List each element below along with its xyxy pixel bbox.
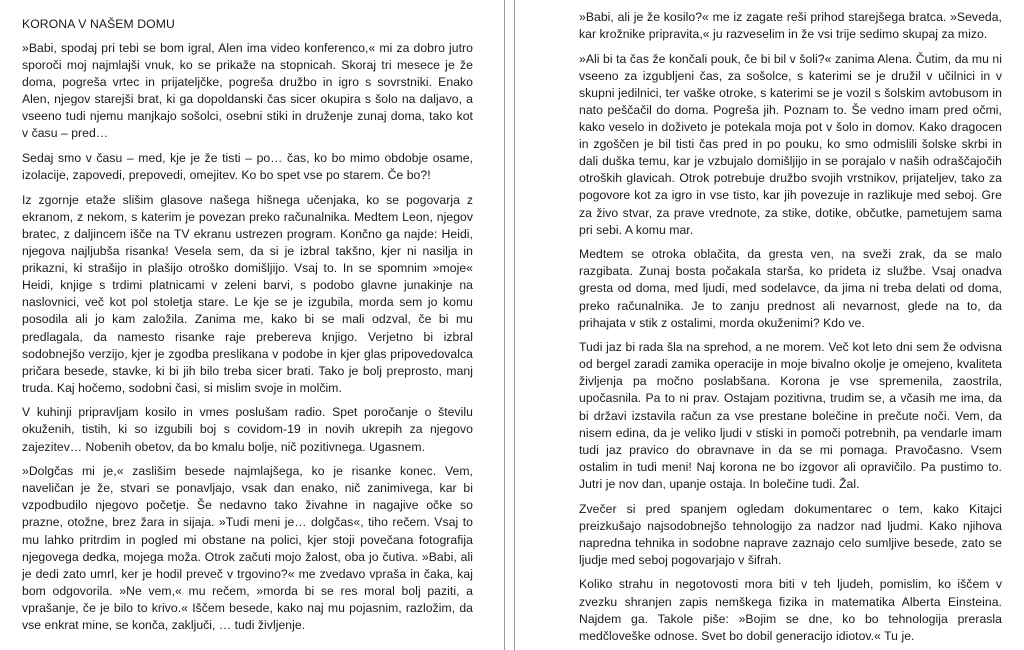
page-edge-left bbox=[504, 0, 505, 650]
left-paragraph-4: V kuhinji pripravljam kosilo in vmes poslušam radio. Spet poročanje o številu okuženih, tistih, ki so izgubili boj s covidom-19 in novih ukrepih za njegovo zajezitev… Nobenih obetov, da bo kmalu bolje, nič pozitivnega. Ugasnem. bbox=[22, 405, 473, 454]
right-paragraph-1: »Babi, ali je že kosilo?« me iz zagate reši prihod starejšega bratca. »Seveda, kar krožnike pripravita,« ju razveselim in že vsi trije sedimo skupaj za mizo. bbox=[579, 10, 1002, 42]
page-edge-right bbox=[514, 0, 515, 650]
page-gutter bbox=[495, 0, 523, 650]
left-paragraph-3: Iz zgornje etaže slišim glasove našega hišnega učenjaka, ko se pogovarja z ekranom, z nekom, s katerim je povezan preko računalnika. Medtem Leon, njegov bratec, z daljincem išče na TV ekranu ustrezen program. Končno ga najde: Heidi, njegova najljubša risanka! Vesela sem, da si je izbral takšno, kjer ni nasilja in prikazni, ki strašijo in plašijo otroško domišljijo. Vsaj to. In se spomnim »moje« Heidi, knjige s trdimi platnicami v zeleni barvi, s podobo glavne junakinje na naslovnici, več kot pol stoletja stare. Le kje se je izgubila, morda sem jo komu posodila ali jo kam založila. Zanima me, kako bi se mali odzval, če bi mu predlagala, da namesto risanke raje prebereva knjigo. Verjetno bi izbral sodobnejšo verzijo, kjer je zgodba preslikana v podobe in kjer glas pripovedovalca pričara besede, stavke, ki bi jih bilo treba sicer brati. Tako je bolj preprosto, manj truda. Kaj hočemo, sodobni časi, si mislim svoje in molčim. bbox=[22, 192, 473, 395]
right-page bbox=[523, 0, 1024, 650]
left-paragraph-2: Sedaj smo v času – med, kje je že tisti – po… čas, ko bo mimo obdobje osame, izolacije, zapovedi, prepovedi, omejitev. Ko bo spet vse po starem. Če bo?! bbox=[22, 151, 473, 183]
left-page bbox=[0, 0, 495, 650]
left-paragraph-5: »Dolgčas mi je,« zaslišim besede najmlajšega, ko je risanke konec. Vem, naveličan je že, stvari se ponavljajo, vsak dan enako, nič zanimivega, kar bi vzpodbudilo njegovo početje. Še nedavno tako živahne in nagajive očke so prazne, otožne, brez žara in sijaja. »Tudi meni je… dolgčas«, tiho rečem. Vsaj to mu lahko pritrdim in pogled mi obstane na polici, kjer stoji povečana fotografija njegovega dedka, mojega moža. Otrok začuti mojo žalost, oba jo čutiva. »Babi, ali je dedi zato umrl, ker je hodil preveč v trgovino?« me zvedavo vpraša in čaka, kaj bom odgovorila. »Ne vem,« mu rečem, »morda bi se res moral bolj paziti, a vprašanje, če je bilo to krivo.« Iščem besede, kako naj mu pojasnim, razložim, da vse enkrat mine, se konča, zaključi, … tudi življenje. bbox=[22, 464, 473, 632]
right-paragraph-6: Koliko strahu in negotovosti mora biti v teh ljudeh, pomislim, ko iščem v zvezku shranjen zapis nemškega fizika in matematika Alberta Einsteina. Najdem ga. Takole piše: »Bojim se dne, ko bo tehnologija prerasla medčloveške odnose. Svet bo dobil generacijo idiotov.« Tu je. bbox=[579, 577, 1002, 643]
right-paragraph-2: »Ali bi ta čas že končali pouk, če bi bil v šoli?« zanima Alena. Čutim, da mu ni vseeno za izgubljeni čas, za sošolce, s katerimi se je družil v učilnici in v skupni jedilnici, ter vaške otroke, s katerimi se je vozil s šolskim avtobusom in nato peščačil do doma. Pogreša jih. Poznam to. Še vedno imam pred očmi, kako veselo in doživeto je potekala moja pot v šolo in domov. Kako dragocen in zgoščen je bil tisti čas pred in po pouku, ko smo odmislili šolske skrbi in dali duška temu, kar je vzbujalo domišljijo in se porajalo v naših odraščajočih otroških glavicah. Otrok potrebuje družbo svojih vrstnikov, prijateljev, tako za pogovore kot za igro in vse tisto, kar jih povezuje in razlikuje med seboj. Gre za živo stvar, za prave vrednote, za stike, dotike, občutke, pametujem sama pri sebi. A komu mar. bbox=[579, 51, 1002, 237]
right-paragraph-5: Zvečer si pred spanjem ogledam dokumentarec o tem, kako Kitajci preizkušajo najsodobnejšo tehnologijo za nadzor nad ljudmi. Kako njihova napredna tehnika in sodobne naprave zaznajo celo sumljive besede, zato se ljudje med seboj pogovarjajo v šifrah. bbox=[579, 501, 1002, 567]
right-paragraph-4: Tudi jaz bi rada šla na sprehod, a ne morem. Več kot leto dni sem že odvisna od bergel zaradi zamika operacije in moje bivalno okolje je omejeno, kvaliteta življenja pa močno poslabšana. Korona je vse spremenila, zaostrila, upočasnila. Pa to ni prav. Ostajam pozitivna, trudim se, a včasih me ima, da bi državi izstavila račun za vse prestane bolečine in prečute noči. Vem, da nisem edina, da je veliko ljudi v stiski in pomoči potrebnih, pa vendarle imam tudi jaz pravico do obravnave in da se mi pomaga. Pravočasno. Vsem ostalim in tudi meni! Naj korona ne bo izgovor ali opravičilo. Pa pustimo to. Jutri je nov dan, upanje ostaja. In bolečine tudi. Žal. bbox=[579, 340, 1002, 491]
document-title: KORONA V NAŠEM DOMU bbox=[22, 17, 175, 31]
left-paragraph-1: »Babi, spodaj pri tebi se bom igral, Alen ima video konferenco,« mi za dobro jutro sporoči moj najmlajši vnuk, ko se prikaže na stopnicah. Skoraj tri mesece je že doma, pogreša vrtec in prijateljčke, pogreša družbo in igro s sovrstniki. Enako Alen, njegov starejši brat, ki ga dopoldanski čas sicer okupira s šolo na daljavo, a vseeno tudi njemu manjkajo sošolci, osebni stiki in druženje zunaj doma, tako kot v času – pred… bbox=[22, 41, 473, 141]
right-paragraph-3: Medtem se otroka oblačita, da gresta ven, na sveži zrak, da se malo razgibata. Zunaj bosta počakala starša, ko prideta iz službe. Vsaj onadva gresta od doma, med ljudi, med sodelavce, da jima ni treba delati od doma, preko računalnika. Je to zanju prednost ali nevarnost, glede na to, da prihajata v stik z ostalimi, morda okuženimi? Kdo ve. bbox=[579, 247, 1002, 330]
